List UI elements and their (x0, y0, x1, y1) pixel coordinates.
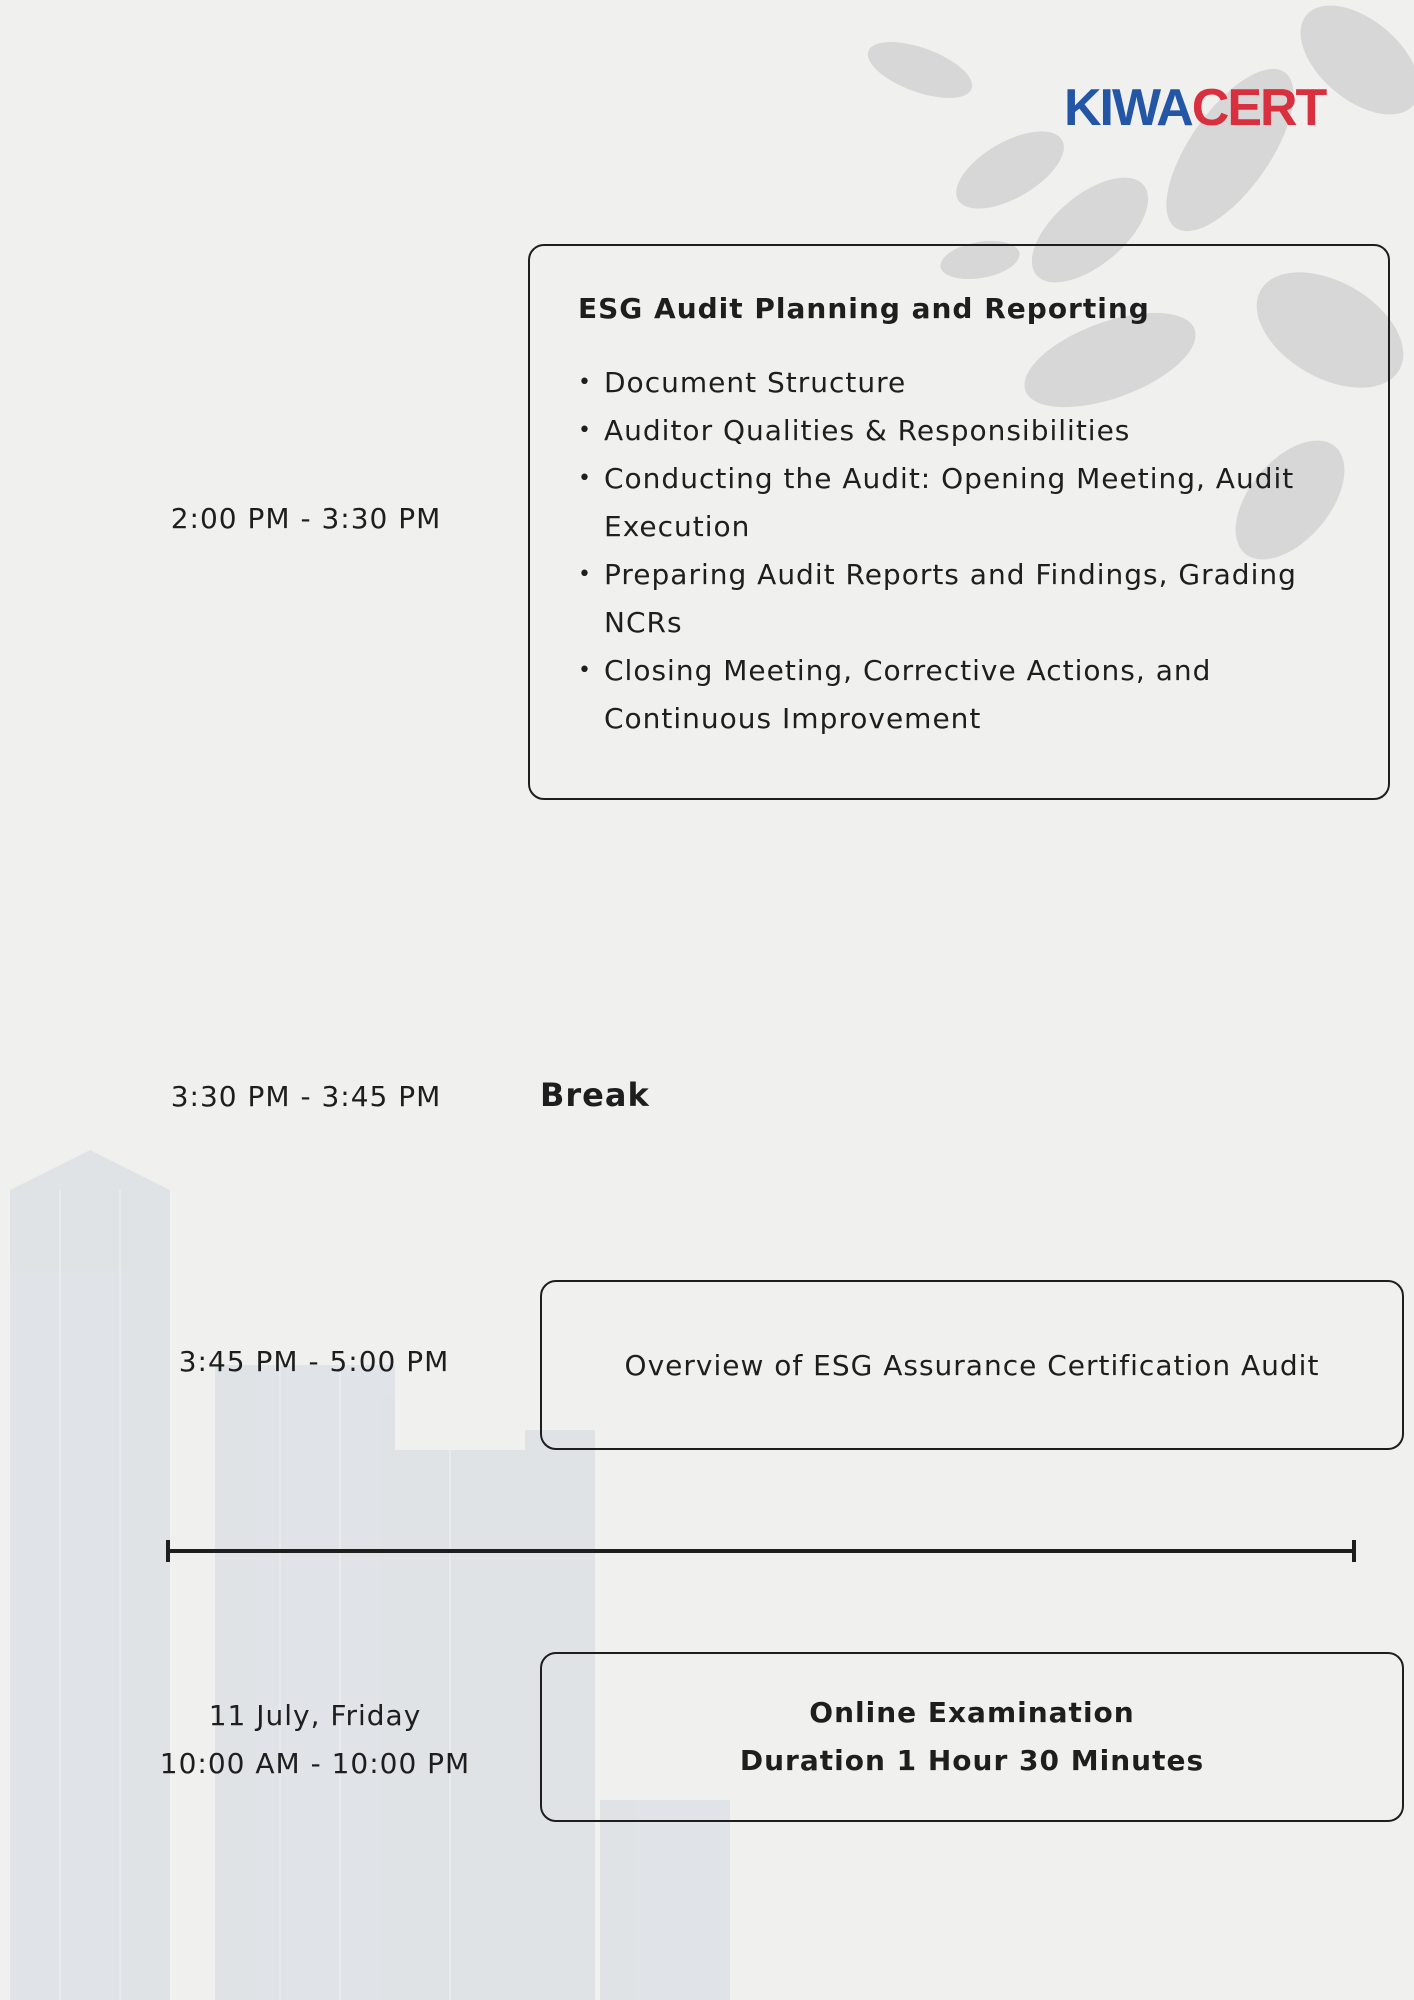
exam-title: Online Examination (809, 1696, 1135, 1729)
kiwacert-logo: KIWACERT (1064, 79, 1326, 137)
topic-item: • Closing Meeting, Corrective Actions, and Continuous Improvement (578, 647, 1368, 743)
timeline-divider (166, 1549, 1356, 1553)
buildings-decoration (0, 1150, 760, 2000)
session-card (528, 244, 1390, 800)
divider-cap (1352, 1540, 1356, 1562)
session-title: ESG Audit Planning and Reporting (578, 292, 1150, 325)
break-time: 3:30 PM - 3:45 PM (170, 1080, 442, 1113)
topic-list (578, 359, 1388, 743)
divider-cap (166, 1540, 170, 1562)
break-label: Break (540, 1076, 650, 1114)
topic-item: • Auditor Qualities & Responsibilities (578, 407, 1368, 455)
session-card (540, 1280, 1404, 1450)
exam-duration: Duration 1 Hour 30 Minutes (739, 1744, 1205, 1777)
session-title: Overview of ESG Assurance Certification Audit (624, 1348, 1320, 1382)
topic-item: • Document Structure (578, 359, 1368, 407)
topic-item: • Conducting the Audit: Opening Meeting, Audit Execution (578, 455, 1368, 551)
topic-item: • Preparing Audit Reports and Findings, Grading NCRs (578, 551, 1368, 647)
session-time: 2:00 PM - 3:30 PM (170, 502, 442, 535)
exam-date: 11 July, Friday (208, 1699, 422, 1732)
exam-schedule (130, 1692, 500, 1788)
exam-time: 10:00 AM - 10:00 PM (159, 1747, 471, 1780)
session-time: 3:45 PM - 5:00 PM (178, 1345, 450, 1378)
exam-card (540, 1652, 1404, 1822)
